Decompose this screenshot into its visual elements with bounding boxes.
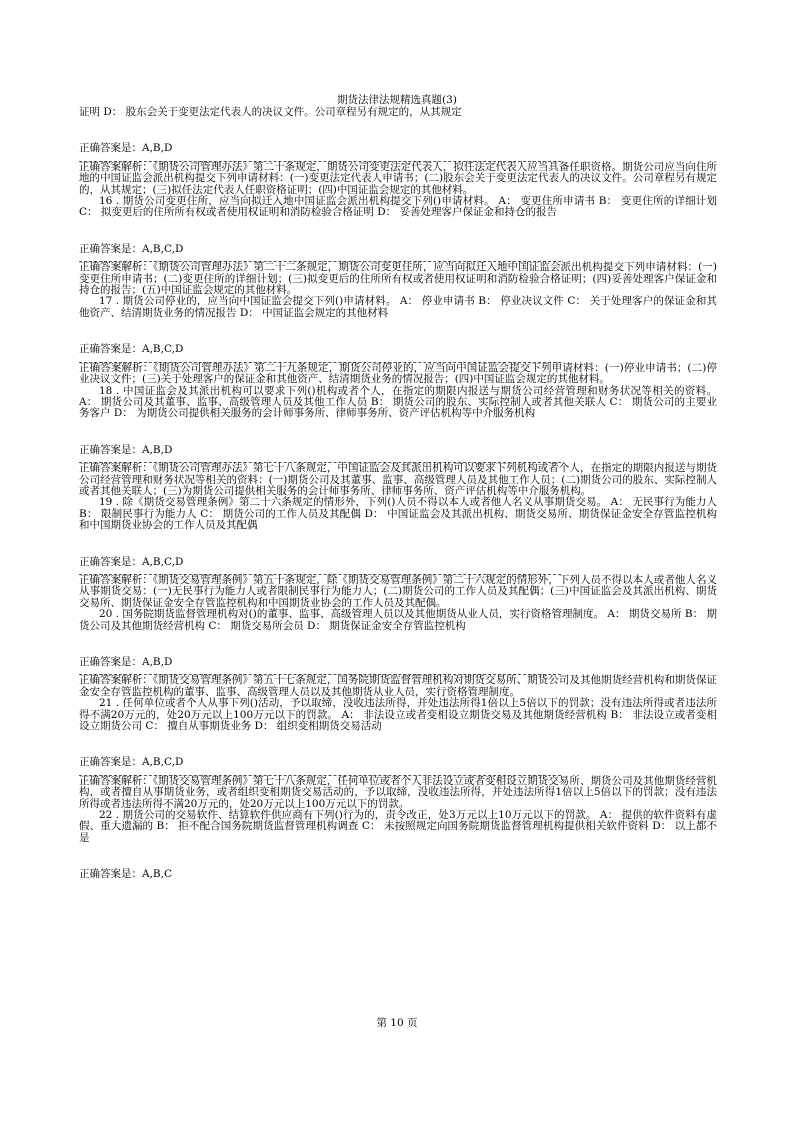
answer-explanation: 正确答案解析：《期货交易管理条例》第五十条规定，除《期货交易管理条例》第二十六规定的情形外，下列人员不得以本人或者他人名义从事期货交易：(一)无民事行为能力人或者限制民事行为能力人；(二)期货公司的工作人员及其配偶；(三)中国证监会及其派出机构、期货交易所、期货保证金安全存管监控机构和中国期货业协会的工作人员及其配偶。: [79, 573, 717, 609]
question-item: [79, 296, 717, 385]
page-title: 期货法律法规精选真题(3): [337, 94, 457, 106]
answer-block: [79, 445, 717, 498]
question-item: [79, 810, 717, 881]
answer-block: [79, 657, 717, 698]
question-item: [79, 698, 717, 810]
answer-explanation: 正确答案解析：《期货公司管理办法》第二十二条规定，期货公司变更住所，应当向拟迁入地中国证监会派出机构提交下列申请材料：(一)变更住所申请书；(二)变更住所的详细计划；(三)拟变更后的住所所有权或者使用权证明和消防检验合格证明；(四)妥善处理客户保证金和持仓的报告；(五)中国证监会规定的其他材料。: [79, 261, 717, 297]
answer-explanation: 正确答案解析：《期货公司管理办法》第七十八条规定，中国证监会及其派出机构可以要求下列机构或者个人，在指定的期限内报送与期货公司经营管理和财务状况等相关的资料：(一)期货公司及其董事、监事、高级管理人员及其他工作人员；(二)期货公司的股东、实际控制人或者其他关联人；(三)为期货公司提供相关服务的会计师事务所、律师事务所、资产评估机构等中介服务机构。: [79, 462, 717, 497]
answer-block: [79, 244, 717, 297]
question-item: [79, 497, 717, 609]
question-item: [79, 386, 717, 498]
page-number: 第 10 页: [376, 1017, 418, 1029]
answer-line: 正确答案是：A,B,C,D: [79, 242, 184, 255]
question-item: [79, 609, 717, 698]
answer-line: 正确答案是：A,B,D: [79, 443, 173, 456]
question-text: 22 . 期货公司的交易软件、结算软件供应商有下列()行为的，责令改正，处3万元以上10万元以下的罚款。 A： 提供的软件资料有虚假、重大遗漏的 B： 拒不配合国务院期货监督管理机构调查 C： 未按照规定向国务院期货监督管理机构提供相关软件资料 D： 以上都不是: [79, 809, 717, 844]
question-text: 17 . 期货公司停业的，应当向中国证监会提交下列()申请材料。 A： 停业申请书 B： 停业决议文件 C： 关于处理客户的保证金和其他资产、结清期货业务的情况报告 D： 中国证监会规定的其他材料: [79, 295, 717, 319]
question-item: [79, 107, 717, 196]
answer-line: 正确答案是：A,B,C,D: [79, 343, 184, 356]
answer-block: [79, 143, 717, 196]
answer-explanation: 正确答案解析：《期货交易管理条例》第五十七条规定，国务院期货监督管理机构对期货交易所、期货公司及其他期货经营机构和期货保证金安全存管监控机构的董事、监事、高级管理人员以及其他期货从业人员，实行资格管理制度。: [79, 674, 717, 698]
answer-explanation: 正确答案解析：《期货交易管理条例》第七十八条规定，任何单位或者个人非法设立或者变相设立期货交易所、期货公司及其他期货经营机构，或者擅自从事期货业务，或者组织变相期货交易活动的，予以取缔，没收违法所得，并处违法所得1倍以上5倍以下的罚款；没有违法所得或者违法所得不满20万元的，处20万元以上100万元以下的罚款。: [79, 774, 717, 810]
answer-line: 正确答案是：A,B,C: [79, 868, 173, 881]
answer-explanation: 正确答案解析：《期货公司管理办法》第二十九条规定，期货公司停业的，应当向中国证监会提交下列申请材料：(一)停业申请书；(二)停业决议文件；(三)关于处理客户的保证金和其他资产、结清期货业务的情况报告；(四)中国证监会规定的其他材料。: [79, 361, 717, 386]
question-text: 19 . 除《期货交易管理条例》第二十六条规定的情形外，下列()人员不得以本人或者他人名义从事期货交易。 A： 无民事行为能力人 B： 限制民事行为能力人 C： 期货公司的工作人员及其配偶 D： 中国证监会及其派出机构、期货交易所、期货保证金安全存管监控机构和中国期货业协会的工作人员及其配偶: [79, 496, 717, 532]
answer-block: [79, 757, 717, 810]
answer-line: 正确答案是：A,B,D: [79, 656, 173, 668]
answer-line: 正确答案是：A,B,D: [79, 142, 173, 155]
answer-line: 正确答案是：A,B,C,D: [79, 555, 184, 568]
question-item: [79, 196, 717, 296]
question-text: 16 . 期货公司变更住所，应当向拟迁入地中国证监会派出机构提交下列()申请材料。 A： 变更住所申请书 B： 变更住所的详细计划 C： 拟变更后的住所所有权或者使用权证明和消防检验合格证明 D： 妥善处理客户保证金和持仓的报告: [79, 195, 717, 219]
answer-explanation: 正确答案解析：《期货公司管理办法》第二十条规定，期货公司变更法定代表人，拟任法定代表人应当具备任职资格。期货公司应当向住所地的中国证监会派出机构提交下列申请材料：(一)变更法定代表人申请书；(二)股东会关于变更法定代表人的决议文件。公司章程另有规定的，从其规定；(三)拟任法定代表人任职资格证明；(四)中国证监会规定的其他材料。: [79, 160, 717, 196]
answer-block: [79, 344, 717, 385]
question-text: 20 . 国务院期货监督管理机构对()的董事、监事、高级管理人员以及其他期货从业人员，实行资格管理制度。 A： 期货交易所 B： 期货公司及其他期货经营机构 C： 期货交易所会员 D： 期货保证金安全存管监控机构: [79, 608, 717, 632]
answer-block: [79, 557, 717, 610]
question-text: 证明 D： 股东会关于变更法定代表人的决议文件。公司章程另有规定的，从其规定: [79, 106, 462, 118]
question-text: 18 . 中国证监会及其派出机构可以要求下列()机构或者个人，在指定的期限内报送与期货公司经营管理和财务状况等相关的资料。 A： 期货公司及其董事、监事、高级管理人员及其他工作人员 B： 期货公司的股东、实际控制人或者其他关联人 C： 期货公司的主要业务客户 D： 为期货公司提供相关服务的会计师事务所、律师事务所、资产评估机构等中介服务机构: [79, 384, 717, 420]
document-body: [79, 107, 717, 881]
answer-line: 正确答案是：A,B,C,D: [79, 756, 184, 769]
answer-block: [79, 869, 717, 880]
question-text: 21 . 任何单位或者个人从事下列()活动，予以取缔，没收违法所得，并处违法所得1倍以上5倍以下的罚款；没有违法所得或者违法所得不满20万元的，处20万元以上100万元以下的罚款。 A： 非法设立或者变相设立期货交易及其他期货经营机构 B： 非法设立或者变相设立期货公司 C： 擅自从事期货业务 D： 组织变相期货交易活动: [79, 697, 717, 733]
